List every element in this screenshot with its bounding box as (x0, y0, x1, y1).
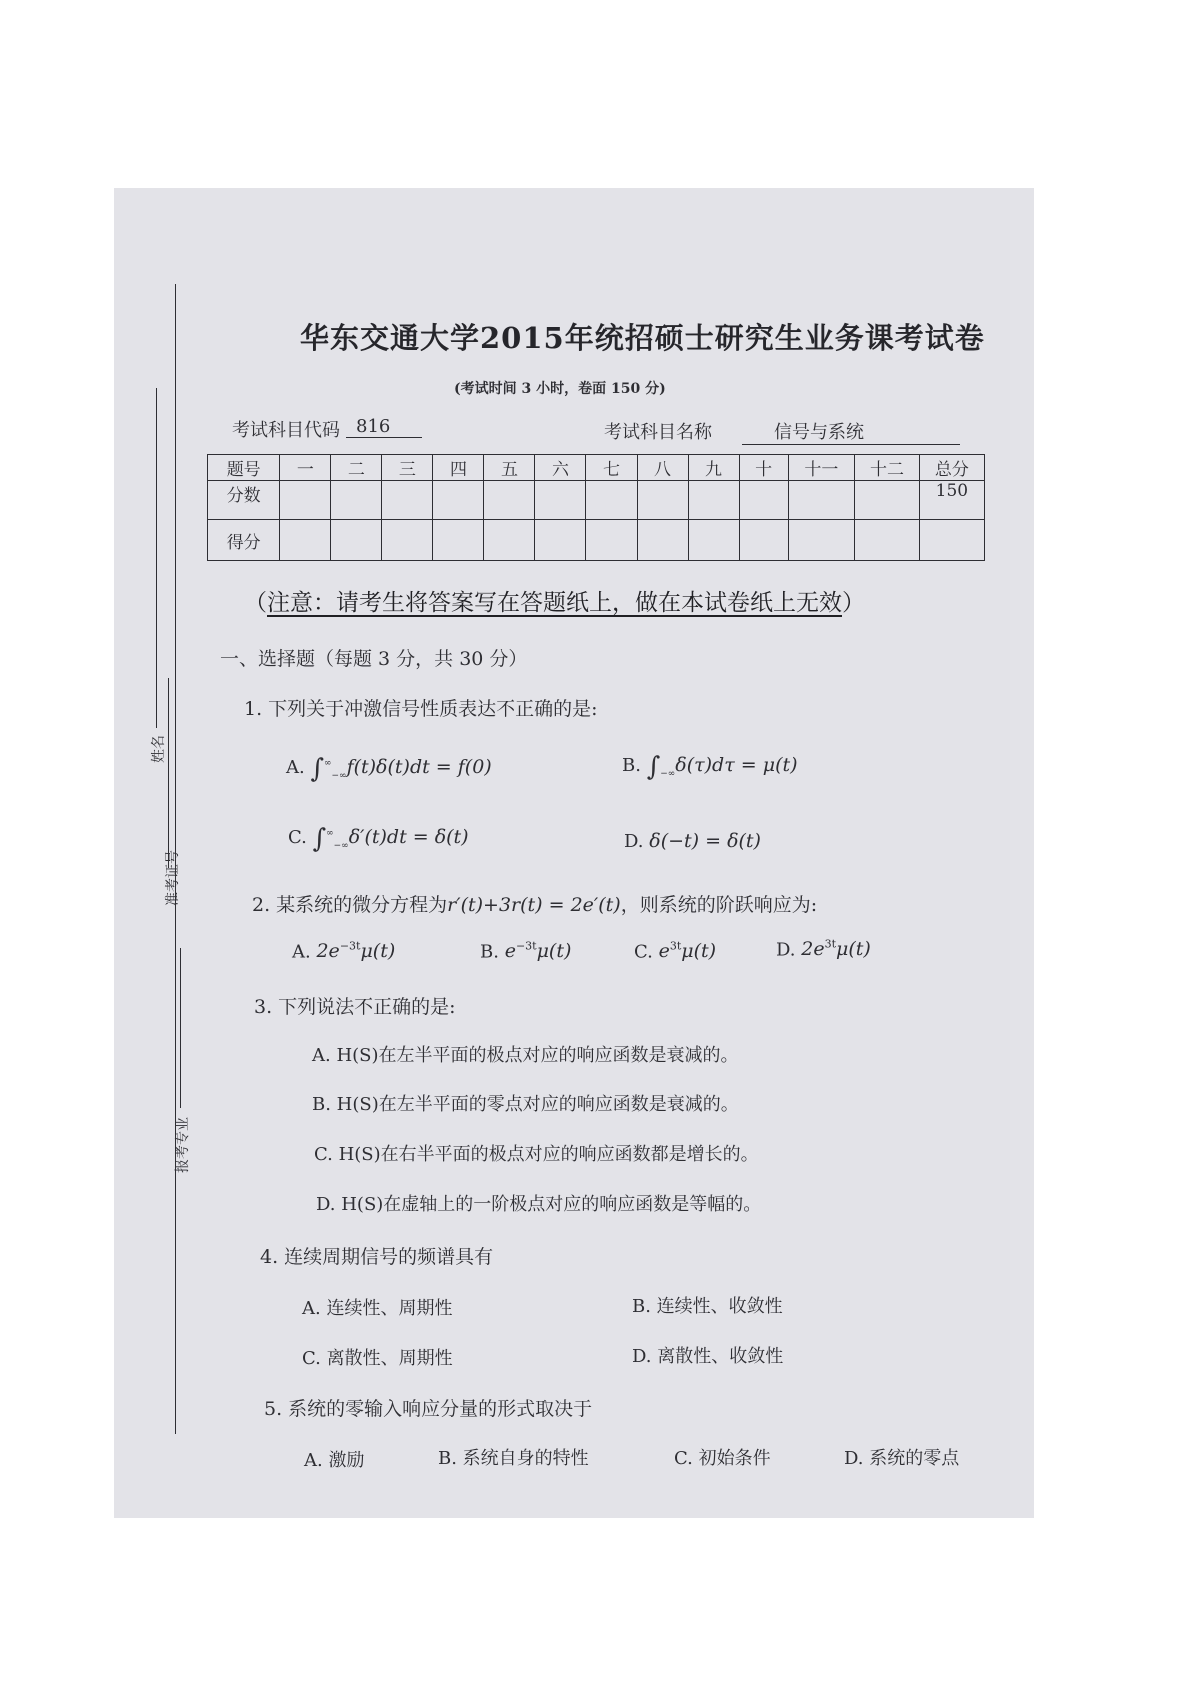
question-2-stem: 2. 某系统的微分方程为r′(t)+3r(t) = 2e′(t)，则系统的阶跃响应为: (252, 894, 818, 916)
subject-name-value (742, 418, 960, 445)
table-cell (433, 520, 484, 561)
table-cell (586, 481, 637, 520)
q1-option-c: C. $\int^\infty_{-\infty}\delta'(t)dt = \delta(t)$ (288, 824, 469, 854)
table-cell (484, 520, 535, 561)
table-cell (433, 481, 484, 520)
table-row (208, 481, 985, 520)
q4-option-a: A. 连续性、周期性 (302, 1298, 453, 1319)
exam-subtitle: (考试时间 3 小时，卷面 150 分) (454, 381, 666, 397)
column-header: 二 (331, 455, 382, 481)
q2-option-b: B. $e^{-3t}\mu(t)$ (480, 940, 572, 963)
name-label: 姓名 (151, 735, 167, 763)
column-header: 总分 (919, 455, 984, 481)
q4-option-d: D. 离散性、收敛性 (632, 1346, 784, 1367)
table-cell (688, 520, 739, 561)
column-header: 四 (433, 455, 484, 481)
name-field-line (156, 388, 157, 728)
q5-option-d: D. 系统的零点 (844, 1448, 960, 1469)
notice-text: 注意：请考生将答案写在答题纸上，做在本试卷纸上无效 (267, 590, 842, 616)
column-header: 九 (688, 455, 739, 481)
table-cell (586, 520, 637, 561)
table-cell (788, 520, 855, 561)
q2-option-d: D. $2e^{3t}\mu(t)$ (776, 938, 871, 961)
table-cell (535, 520, 586, 561)
table-cell (739, 481, 788, 520)
table-cell (688, 481, 739, 520)
row-header: 得分 (208, 520, 280, 561)
column-header: 五 (484, 455, 535, 481)
question-5-stem: 5. 系统的零输入响应分量的形式取决于 (264, 1398, 593, 1420)
ticket-number-label: 准考证号 (165, 850, 181, 906)
table-cell (382, 520, 433, 561)
table-row (208, 520, 985, 561)
column-header: 八 (637, 455, 688, 481)
row-header: 分数 (208, 481, 280, 520)
score-table (207, 454, 985, 561)
question-1-stem: 1. 下列关于冲激信号性质表达不正确的是: (244, 698, 598, 720)
table-cell (739, 520, 788, 561)
table-cell (919, 520, 984, 561)
question-4-stem: 4. 连续周期信号的频谱具有 (260, 1246, 494, 1268)
q2-equation: r′(t)+3r(t) = 2e′(t) (447, 894, 621, 916)
q4-option-b: B. 连续性、收敛性 (632, 1296, 783, 1317)
notice-open: （ (244, 590, 267, 616)
q5-option-c: C. 初始条件 (674, 1448, 771, 1469)
table-cell (855, 520, 920, 561)
subject-name-label: 考试科目名称 (604, 422, 712, 443)
table-cell (382, 481, 433, 520)
major-label: 报考专业 (175, 1117, 191, 1173)
q2-option-a: A. $2e^{-3t}\mu(t)$ (292, 940, 396, 963)
column-header: 十二 (855, 455, 920, 481)
q5-option-a: A. 激励 (304, 1450, 365, 1471)
table-cell (280, 481, 331, 520)
column-header: 一 (280, 455, 331, 481)
ticket-field-line (168, 678, 169, 868)
q1-option-b: B. $\int_{-\infty}\delta(\tau)d\tau = \mu(t)$ (622, 752, 798, 782)
exam-paper (114, 188, 1034, 1518)
q3-option-c: C. H(S)在右半平面的极点对应的响应函数都是增长的。 (314, 1144, 759, 1165)
column-header: 十一 (788, 455, 855, 481)
table-cell (855, 481, 920, 520)
question-3-stem: 3. 下列说法不正确的是: (254, 996, 456, 1018)
q2-option-c: C. $e^{3t}\mu(t)$ (634, 940, 717, 963)
section-heading: 一、选择题（每题 3 分，共 30 分） (220, 648, 528, 670)
subject-code-value: 816 (346, 416, 422, 438)
table-cell (484, 481, 535, 520)
major-field-line (180, 948, 181, 1108)
column-header: 七 (586, 455, 637, 481)
row-header: 题号 (208, 455, 280, 481)
table-cell (535, 481, 586, 520)
q4-option-c: C. 离散性、周期性 (302, 1348, 453, 1369)
column-header: 三 (382, 455, 433, 481)
table-cell (331, 481, 382, 520)
integral-icon: ∫ (312, 824, 327, 854)
q1-option-a: A. $\int^\infty_{-\infty}f(t)\delta(t)dt = f(0)$ (286, 754, 492, 784)
q5-option-b: B. 系统自身的特性 (438, 1448, 589, 1469)
integral-icon: ∫ (310, 754, 325, 784)
table-cell (331, 520, 382, 561)
table-header-row (208, 455, 985, 481)
subject-code-label: 考试科目代码 (232, 420, 340, 441)
table-cell (637, 481, 688, 520)
column-header: 十 (739, 455, 788, 481)
notice-close: ） (842, 590, 865, 616)
q3-option-d: D. H(S)在虚轴上的一阶极点对应的响应函数是等幅的。 (316, 1194, 762, 1215)
column-header: 六 (535, 455, 586, 481)
q1-option-d: D. δ(−t) = δ(t) (624, 830, 761, 852)
table-cell (788, 481, 855, 520)
integral-icon: ∫ (646, 752, 661, 782)
q3-option-a: A. H(S)在左半平面的极点对应的响应函数是衰减的。 (312, 1045, 739, 1066)
q3-option-b: B. H(S)在左半平面的零点对应的响应函数是衰减的。 (312, 1094, 739, 1115)
exam-title: 华东交通大学2015年统招硕士研究生业务课考试卷 (300, 321, 985, 355)
table-cell (280, 520, 331, 561)
subject-name-text: 信号与系统 (774, 422, 864, 443)
total-score-cell: 150 (919, 481, 984, 520)
notice (244, 584, 865, 617)
table-cell (637, 520, 688, 561)
